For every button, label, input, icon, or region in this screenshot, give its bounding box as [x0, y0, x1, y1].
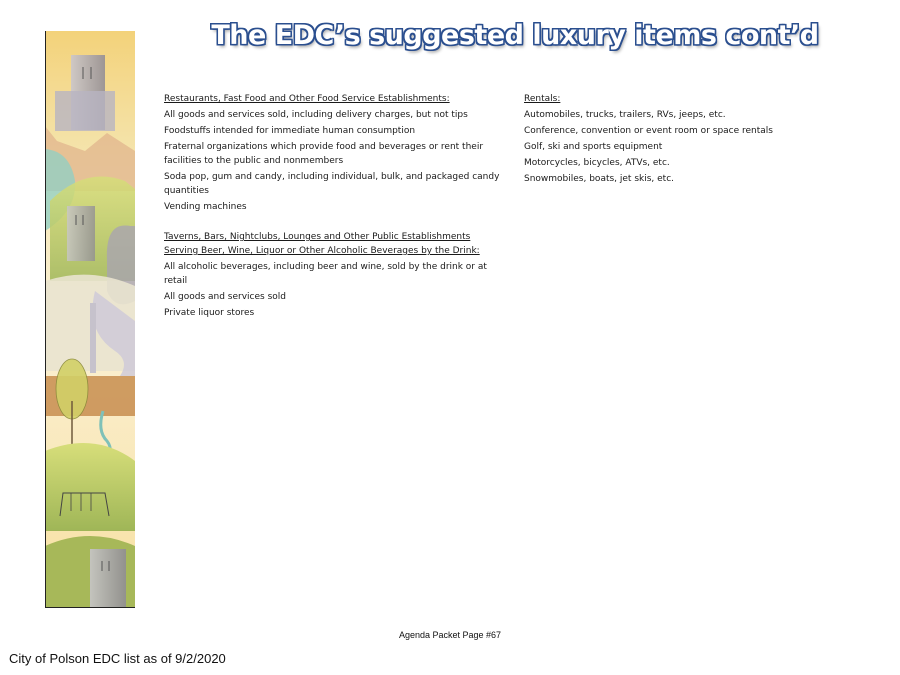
list-item: Private liquor stores [164, 308, 255, 318]
left-column [164, 92, 504, 322]
list-item: All alcoholic beverages, including beer and wine, sold by the drink or at retail [164, 262, 487, 286]
list-date-caption: City of Polson EDC list as of 9/2/2020 [9, 651, 226, 666]
list-item: All goods and services sold, including delivery charges, but not tips [164, 110, 468, 120]
page-title: The EDC’s suggested luxury items cont’d [211, 20, 819, 51]
list-item: Snowmobiles, boats, jet skis, etc. [524, 174, 675, 184]
decorative-town-illustration [45, 31, 135, 608]
list-item: Soda pop, gum and candy, including individual, bulk, and packaged candy quantities [164, 172, 500, 196]
list-item: Fraternal organizations which provide food and beverages or rent their facilities to the public and nonmembers [164, 142, 484, 166]
list-item: Motorcycles, bicycles, ATVs, etc. [524, 158, 670, 168]
list-item: Golf, ski and sports equipment [524, 142, 663, 152]
page-number: Agenda Packet Page #67 [398, 630, 502, 640]
list-item: All goods and services sold [164, 292, 286, 302]
right-column [524, 92, 824, 188]
restaurants-heading: Restaurants, Fast Food and Other Food Service Establishments: [164, 94, 450, 104]
rentals-heading: Rentals: [524, 94, 561, 104]
list-item: Automobiles, trucks, trailers, RVs, jeeps, etc. [524, 110, 726, 120]
list-item: Conference, convention or event room or space rentals [524, 126, 773, 136]
list-item: Vending machines [164, 202, 247, 212]
list-item: Foodstuffs intended for immediate human consumption [164, 126, 416, 136]
taverns-heading: Taverns, Bars, Nightclubs, Lounges and Other Public Establishments Serving Beer, Wine, Liquor or Other Alcoholic Beverages by the Drink: [164, 232, 480, 256]
